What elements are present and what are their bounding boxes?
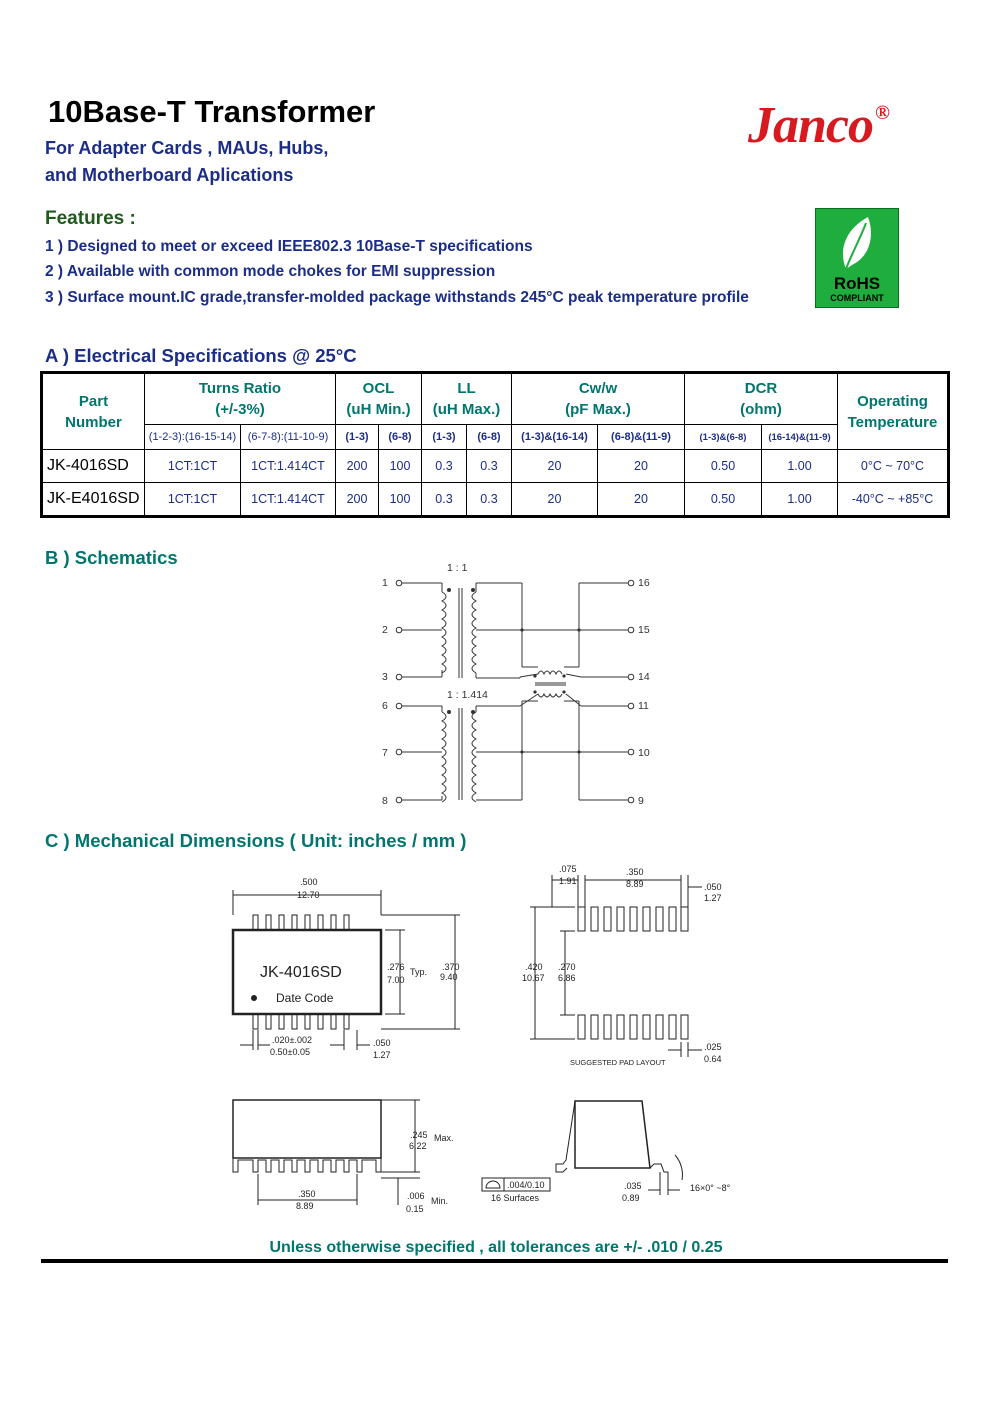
table-cell: 20 xyxy=(598,450,685,483)
dim-label: .350 xyxy=(626,867,644,877)
dim-label: 1.27 xyxy=(373,1050,391,1060)
dim-label: .050 xyxy=(704,882,722,892)
subheader-cell: (1-2-3):(16-15-14) xyxy=(145,425,241,450)
table-row xyxy=(42,483,949,517)
electrical-heading: A ) Electrical Specifications @ 25°C xyxy=(45,345,357,366)
dim-label: .370 xyxy=(442,962,460,972)
part-number-cell: JK-E4016SD xyxy=(42,483,145,517)
dim-label: 0.89 xyxy=(622,1193,640,1203)
header-ocl: OCL (uH Min.) xyxy=(336,373,422,425)
dim-label: .245 xyxy=(410,1130,428,1140)
mechanical-drawing xyxy=(220,860,760,1220)
subtitle-line-2: and Motherboard Aplications xyxy=(45,165,294,185)
table-cell: 1CT:1.414CT xyxy=(241,483,336,517)
pin-label: 3 xyxy=(382,671,388,683)
table-cell: 0.3 xyxy=(467,483,512,517)
table-cell: 0.50 xyxy=(685,483,762,517)
body-part-label: JK-4016SD xyxy=(260,964,342,981)
dim-label: .350 xyxy=(298,1189,316,1199)
dim-label: .006 xyxy=(407,1191,425,1201)
dim-label: Typ. xyxy=(410,967,428,977)
table-cell: 100 xyxy=(379,483,422,517)
dim-label: 12.70 xyxy=(297,890,320,900)
header-ll: LL (uH Max.) xyxy=(422,373,512,425)
pin-label: 6 xyxy=(382,700,388,712)
pin-label: 1 xyxy=(382,577,388,589)
pin-label: 7 xyxy=(382,747,388,759)
ratio-top-label: 1 : 1 xyxy=(447,562,468,574)
table-cell: 0.3 xyxy=(422,450,467,483)
pin-label: 2 xyxy=(382,624,388,636)
dim-label: 9.40 xyxy=(440,972,458,982)
pin-label: 16 xyxy=(638,577,650,589)
dim-label: 6.86 xyxy=(558,973,576,983)
table-cell: 0.3 xyxy=(422,483,467,517)
features-heading: Features : xyxy=(45,208,136,229)
table-cell: 200 xyxy=(336,483,379,517)
pin-label: 15 xyxy=(638,624,650,636)
subheader-cell: (1-3) xyxy=(336,425,379,450)
dim-label: 0.50±0.05 xyxy=(270,1047,310,1057)
table-cell: 200 xyxy=(336,450,379,483)
header-cww: Cw/w (pF Max.) xyxy=(512,373,685,425)
mechanical-heading: C ) Mechanical Dimensions ( Unit: inches / mm ) xyxy=(45,830,467,851)
rohs-badge xyxy=(815,208,899,308)
leaf-icon xyxy=(816,209,898,273)
dim-label: 6.22 xyxy=(409,1141,427,1151)
subheader-cell: (6-7-8):(11-10-9) xyxy=(241,425,336,450)
dim-label: Max. xyxy=(434,1133,454,1143)
rohs-sub: COMPLIANT xyxy=(830,293,884,303)
dim-label: .270 xyxy=(558,962,576,972)
dim-label: .500 xyxy=(300,877,318,887)
pin-label: 10 xyxy=(638,747,650,759)
surfaces-label: 16 Surfaces xyxy=(491,1193,540,1203)
subheader-cell: (1-3) xyxy=(422,425,467,450)
dim-label: 10.67 xyxy=(522,973,545,983)
tolerance-note: Unless otherwise specified , all tolerances are +/- .010 / 0.25 xyxy=(269,1239,723,1256)
feature-item-1: 1 ) Designed to meet or exceed IEEE802.3 10Base-T specifications xyxy=(45,238,533,255)
table-cell: 0°C ~ 70°C xyxy=(838,450,949,483)
table-cell: 0.50 xyxy=(685,450,762,483)
rohs-label: RoHS xyxy=(833,274,881,293)
dim-label: 1.27 xyxy=(704,893,722,903)
pin-label: 9 xyxy=(638,795,644,807)
table-cell: 1.00 xyxy=(762,483,838,517)
dim-label: .075 xyxy=(559,864,577,874)
subheader-cell: (1-3)&(6-8) xyxy=(685,425,762,450)
page-title: 10Base-T Transformer xyxy=(48,94,376,129)
table-cell: -40°C ~ +85°C xyxy=(838,483,949,517)
dim-label: .050 xyxy=(373,1038,391,1048)
dim-label: Min. xyxy=(431,1196,449,1206)
table-row xyxy=(42,450,949,483)
subheader-cell: (16-14)&(11-9) xyxy=(762,425,838,450)
subheader-cell: (1-3)&(16-14) xyxy=(512,425,598,450)
header-turns-ratio: Turns Ratio (+/-3%) xyxy=(145,373,336,425)
brand-name: Janco xyxy=(748,97,873,154)
schematic-diagram xyxy=(370,560,670,810)
bottom-rule xyxy=(41,1259,948,1263)
table-cell: 20 xyxy=(598,483,685,517)
dim-label: 8.89 xyxy=(626,879,644,889)
flatness-label: .004/0.10 xyxy=(507,1180,545,1190)
feature-item-3: 3 ) Surface mount.IC grade,transfer-molded package withstands 245°C peak temperature profile xyxy=(45,289,749,306)
dim-label: .420 xyxy=(525,962,543,972)
dim-label: .020±.002 xyxy=(272,1035,312,1045)
dim-label: .025 xyxy=(704,1042,722,1052)
table-cell: 100 xyxy=(379,450,422,483)
table-cell: 1CT:1.414CT xyxy=(241,450,336,483)
table-cell: 1.00 xyxy=(762,450,838,483)
dim-label: .035 xyxy=(624,1181,642,1191)
pad-layout-label: SUGGESTED PAD LAYOUT xyxy=(570,1058,666,1067)
table-cell: 1CT:1CT xyxy=(145,483,241,517)
date-code-label: Date Code xyxy=(276,991,334,1005)
ratio-bottom-label: 1 : 1.414 xyxy=(447,689,488,701)
header-part-number: Part Number xyxy=(42,373,145,450)
header-dcr: DCR (ohm) xyxy=(685,373,838,425)
schematics-heading: B ) Schematics xyxy=(45,547,178,568)
pin-label: 11 xyxy=(638,700,649,712)
dim-label: 1.91 xyxy=(559,876,577,886)
subtitle-line-1: For Adapter Cards , MAUs, Hubs, xyxy=(45,138,329,158)
dim-label: .276 xyxy=(387,962,405,972)
pin-label: 8 xyxy=(382,795,388,807)
subheader-cell: (6-8) xyxy=(467,425,512,450)
dim-label: 0.15 xyxy=(406,1204,424,1214)
table-cell: 1CT:1CT xyxy=(145,450,241,483)
dim-label: 8.89 xyxy=(296,1201,314,1211)
registered-mark: ® xyxy=(875,102,889,124)
brand-logo xyxy=(748,96,887,155)
table-cell: 0.3 xyxy=(467,450,512,483)
subheader-cell: (6-8) xyxy=(379,425,422,450)
pin-label: 14 xyxy=(638,671,650,683)
angle-label: 16×0° ~8° xyxy=(690,1183,731,1193)
subheader-cell: (6-8)&(11-9) xyxy=(598,425,685,450)
feature-item-2: 2 ) Available with common mode chokes for EMI suppression xyxy=(45,263,496,280)
table-cell: 20 xyxy=(512,450,598,483)
table-cell: 20 xyxy=(512,483,598,517)
dim-label: 0.64 xyxy=(704,1054,722,1064)
header-operating-temperature: Operating Temperature xyxy=(838,373,949,450)
part-number-cell: JK-4016SD xyxy=(42,450,145,483)
dim-label: 7.00 xyxy=(387,975,405,985)
electrical-spec-table xyxy=(40,371,950,518)
